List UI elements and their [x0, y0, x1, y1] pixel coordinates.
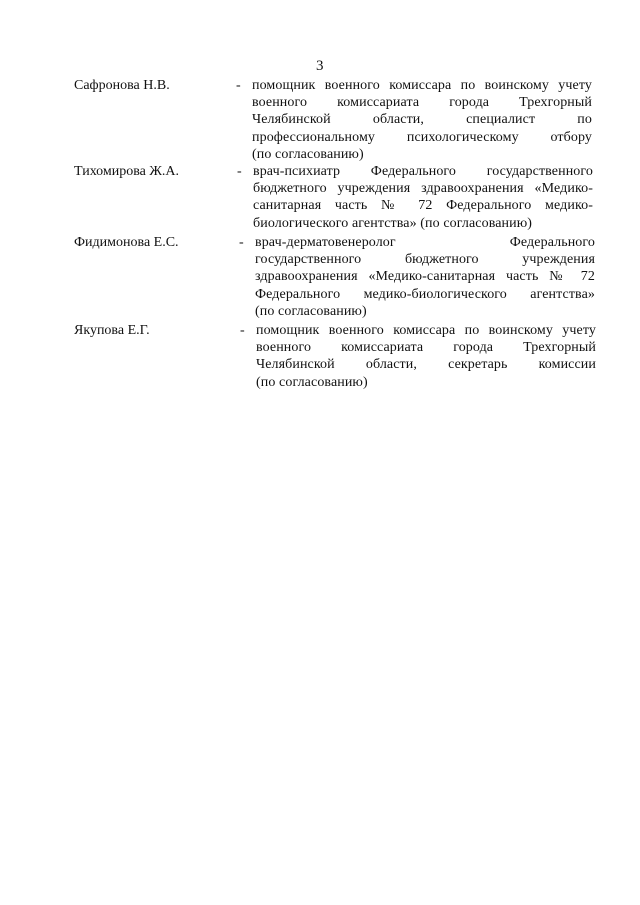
- position-line: (по согласованию): [255, 303, 367, 319]
- position-line: Челябинской области, специалист по: [252, 112, 592, 128]
- member-position: [255, 234, 595, 320]
- position-line: (по согласованию): [252, 146, 364, 162]
- position-line: государственного бюджетного учреждения: [255, 252, 595, 268]
- position-line: биологического агентства» (по согласованию): [253, 215, 533, 231]
- member-position: [256, 322, 596, 391]
- dash-separator: -: [236, 78, 241, 93]
- position-line: военного комиссариата города Трехгорный: [252, 95, 592, 111]
- dash-separator: -: [240, 323, 245, 338]
- position-line: врач-дерматовенеролог Федерального: [255, 235, 595, 250]
- position-line: (по согласованию): [256, 374, 368, 390]
- member-position: [253, 163, 593, 232]
- dash-separator: -: [237, 164, 242, 179]
- member-name: Сафронова Н.В.: [74, 78, 170, 93]
- position-line: помощник военного комиссара по воинскому учету: [252, 78, 592, 93]
- page-number: 3: [316, 58, 324, 74]
- position-line: профессиональному психологическому отбору: [252, 129, 592, 145]
- member-name: Фидимонова Е.С.: [74, 235, 179, 250]
- member-position: [252, 77, 592, 163]
- position-line: санитарная часть № 72 Федерального медико-: [253, 198, 593, 214]
- member-name: Тихомирова Ж.А.: [74, 164, 180, 179]
- position-line: Федерального медико-биологического агентства»: [255, 286, 595, 302]
- position-line: врач-психиатр Федерального государственного: [253, 164, 593, 179]
- position-line: бюджетного учреждения здравоохранения «Медико-: [253, 181, 593, 197]
- position-line: Челябинской области, секретарь комиссии: [256, 357, 596, 373]
- member-name: Якупова Е.Г.: [74, 323, 150, 338]
- position-line: здравоохранения «Медико-санитарная часть № 72: [255, 269, 595, 285]
- position-line: военного комиссариата города Трехгорный: [256, 340, 596, 356]
- dash-separator: -: [239, 235, 244, 250]
- position-line: помощник военного комиссара по воинскому учету: [256, 323, 596, 338]
